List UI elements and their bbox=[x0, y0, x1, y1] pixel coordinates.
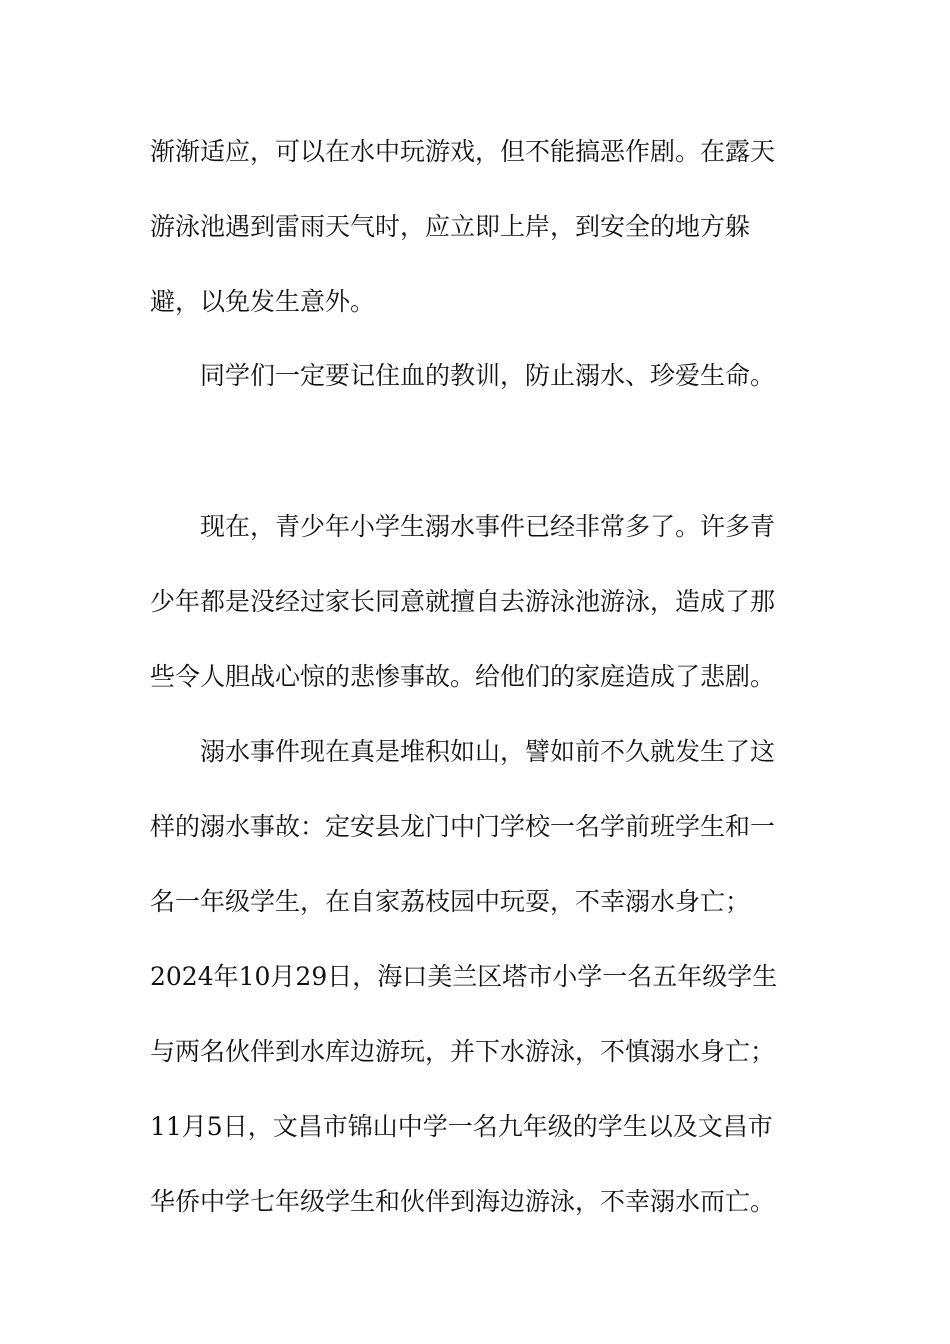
text-line: 11月5日，文昌市锦山中学一名九年级的学生以及文昌市 bbox=[150, 1112, 773, 1141]
text-line: 与两名伙伴到水库边游玩，并下水游泳，不慎溺水身亡； bbox=[150, 1037, 776, 1066]
text-line: 避，以免发生意外。 bbox=[150, 287, 376, 316]
text-line: 样的溺水事故：定安县龙门中门学校一名学前班学生和一 bbox=[150, 812, 776, 841]
paragraph-first-line: 现在，青少年小学生溺水事件已经非常多了。许多青 bbox=[200, 512, 776, 541]
text-line: 少年都是没经过家长同意就擅自去游泳池游泳，造成了那 bbox=[150, 587, 776, 616]
text-line: 名一年级学生，在自家荔枝园中玩耍，不幸溺水身亡； bbox=[150, 887, 751, 916]
paragraph-first-line: 同学们一定要记住血的教训，防止溺水、珍爱生命。 bbox=[200, 361, 776, 390]
text-line: 游泳池遇到雷雨天气时，应立即上岸，到安全的地方躲 bbox=[150, 212, 751, 241]
paragraph-first-line: 溺水事件现在真是堆积如山，譬如前不久就发生了这 bbox=[200, 737, 776, 766]
text-line: 2024年10月29日，海口美兰区塔市小学一名五年级学生 bbox=[150, 962, 778, 991]
text-line: 渐渐适应，可以在水中玩游戏，但不能搞恶作剧。在露天 bbox=[150, 137, 776, 166]
text-line: 华侨中学七年级学生和伙伴到海边游泳，不幸溺水而亡。 bbox=[150, 1187, 776, 1216]
text-line: 些令人胆战心惊的悲惨事故。给他们的家庭造成了悲剧。 bbox=[150, 662, 776, 691]
